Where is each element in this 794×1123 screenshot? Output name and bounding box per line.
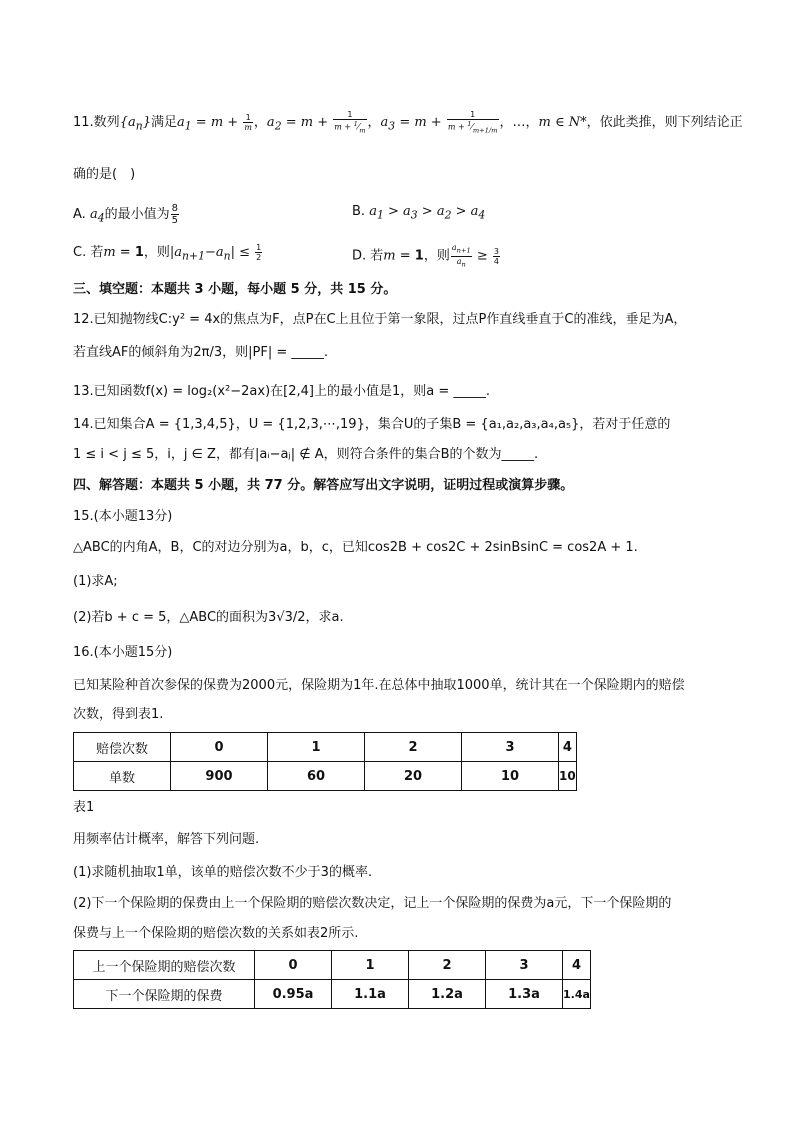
table-cell: 10 [559,762,577,791]
q11-option-b: B. $a_1 > a_3 > a_2 > a_4$ [352,204,486,222]
q14-line1: 14.已知集合A = {1,3,4,5}，U = {1,2,3,⋯,19}，集合U的子集B = {a₁,a₂,a₃,a₄,a₅}，若对于任意的 [73,417,671,432]
table-cell: 0.95a [255,980,332,1009]
table-header-cell: 2 [365,733,462,762]
table-cell: 20 [365,762,462,791]
q11-option-d: D. 若m = 1，则 $\frac{a_{n+1}}{a_n}$ ≥ $\frac{3}{4}$ [352,243,499,269]
table-row [74,762,577,791]
q14-line2: 1 ≤ i < j ≤ 5，i，j ∈ Z，都有|aᵢ−aⱼ| ∉ A，则符合条件的集合B的个数为_____. [73,447,539,462]
q11-stem-line2: 确的是( ) [73,167,136,182]
table-cell: 60 [268,762,365,791]
q12-line1: 12.已知抛物线C:y² = 4x的焦点为F，点P在C上且位于第一象限，过点P作直线垂直于C的准线，垂足为A， [73,312,687,327]
table-cell: 1.2a [409,980,486,1009]
table-header-cell: 1 [332,951,409,980]
table-header-cell: 0 [171,733,268,762]
q16-instruction: 用频率估计概率，解答下列问题. [73,832,260,847]
q16-part2-line1: (2)下一个保险期的保费由上一个保险期的赔偿次数决定，记上一个保险期的保费为a元，下一个保险期的 [73,896,672,911]
table-cell: 10 [462,762,559,791]
section-solutions-heading: 四、解答题：本题共 5 小题，共 77 分。解答应写出文字说明，证明过程或演算步骤。 [73,478,574,493]
q11-stem-line1: 11.数列$\{a_n\}$满足$a_1 = m$ + $\frac{1}{m}$ ，$a_2 = m$ + $\frac{1}{m + ^1⁄_m}$ ，$a_3 = m$ + $\frac{1}{m + ^1⁄_{m+1/m}}$ ，…，m ∈ N*，依此类推，则下列结论正 [73,110,743,135]
q15-part1: (1)求A; [73,574,118,589]
table-cell: 1.1a [332,980,409,1009]
table-header-cell: 4 [563,951,591,980]
table-cell: 1.4a [563,980,591,1009]
table-header-cell: 1 [268,733,365,762]
table-header-cell: 3 [462,733,559,762]
table-header-cell: 0 [255,951,332,980]
table-header-cell: 3 [486,951,563,980]
table-row [74,733,577,762]
q16-stem-line2: 次数，得到表1. [73,707,164,722]
table-cell: 1.3a [486,980,563,1009]
q16-part1: (1)求随机抽取1单，该单的赔偿次数不少于3的概率. [73,865,373,880]
table-header-cell: 赔偿次数 [74,733,171,762]
q16-heading: 16.(本小题15分) [73,645,173,660]
section-fill-in-heading: 三、填空题：本题共 3 小题，每小题 5 分，共 15 分。 [73,282,397,297]
table-header-cell: 上一个保险期的赔偿次数 [74,951,255,980]
table1-caption: 表1 [73,800,95,815]
table-cell: 下一个保险期的保费 [74,980,255,1009]
q16-part2-line2: 保费与上一个保险期的赔偿次数的关系如表2所示. [73,926,359,941]
claims-count-table [73,732,577,791]
q15-stem: △ABC的内角A，B，C的对边分别为a，b，c，已知cos2B + cos2C + 2sinBsinC = cos2A + 1. [73,540,638,555]
table-header-cell: 2 [409,951,486,980]
q15-part2: (2)若b + c = 5，△ABC的面积为3√3/2，求a. [73,610,344,625]
premium-table [73,950,591,1009]
table-row [74,951,591,980]
q13-line: 13.已知函数f(x) = log₂(x²−2ax)在[2,4]上的最小值是1，则a = _____. [73,384,490,399]
q11-option-a: A. $a_4$的最小值为 $\frac{8}{5}$ [73,203,178,226]
q12-line2: 若直线AF的倾斜角为2π/3，则|PF| = _____. [73,345,328,360]
q11-option-c: C. 若m = 1，则$|a_{n+1}-a_n|$ ≤ $\frac{1}{2}$ [73,243,262,263]
table-header-cell: 4 [559,733,577,762]
table-row [74,980,591,1009]
table-cell: 900 [171,762,268,791]
q15-heading: 15.(本小题13分) [73,509,173,524]
table-cell: 单数 [74,762,171,791]
q16-stem-line1: 已知某险种首次参保的保费为2000元，保险期为1年.在总体中抽取1000单，统计其在一个保险期内的赔偿 [73,678,685,693]
